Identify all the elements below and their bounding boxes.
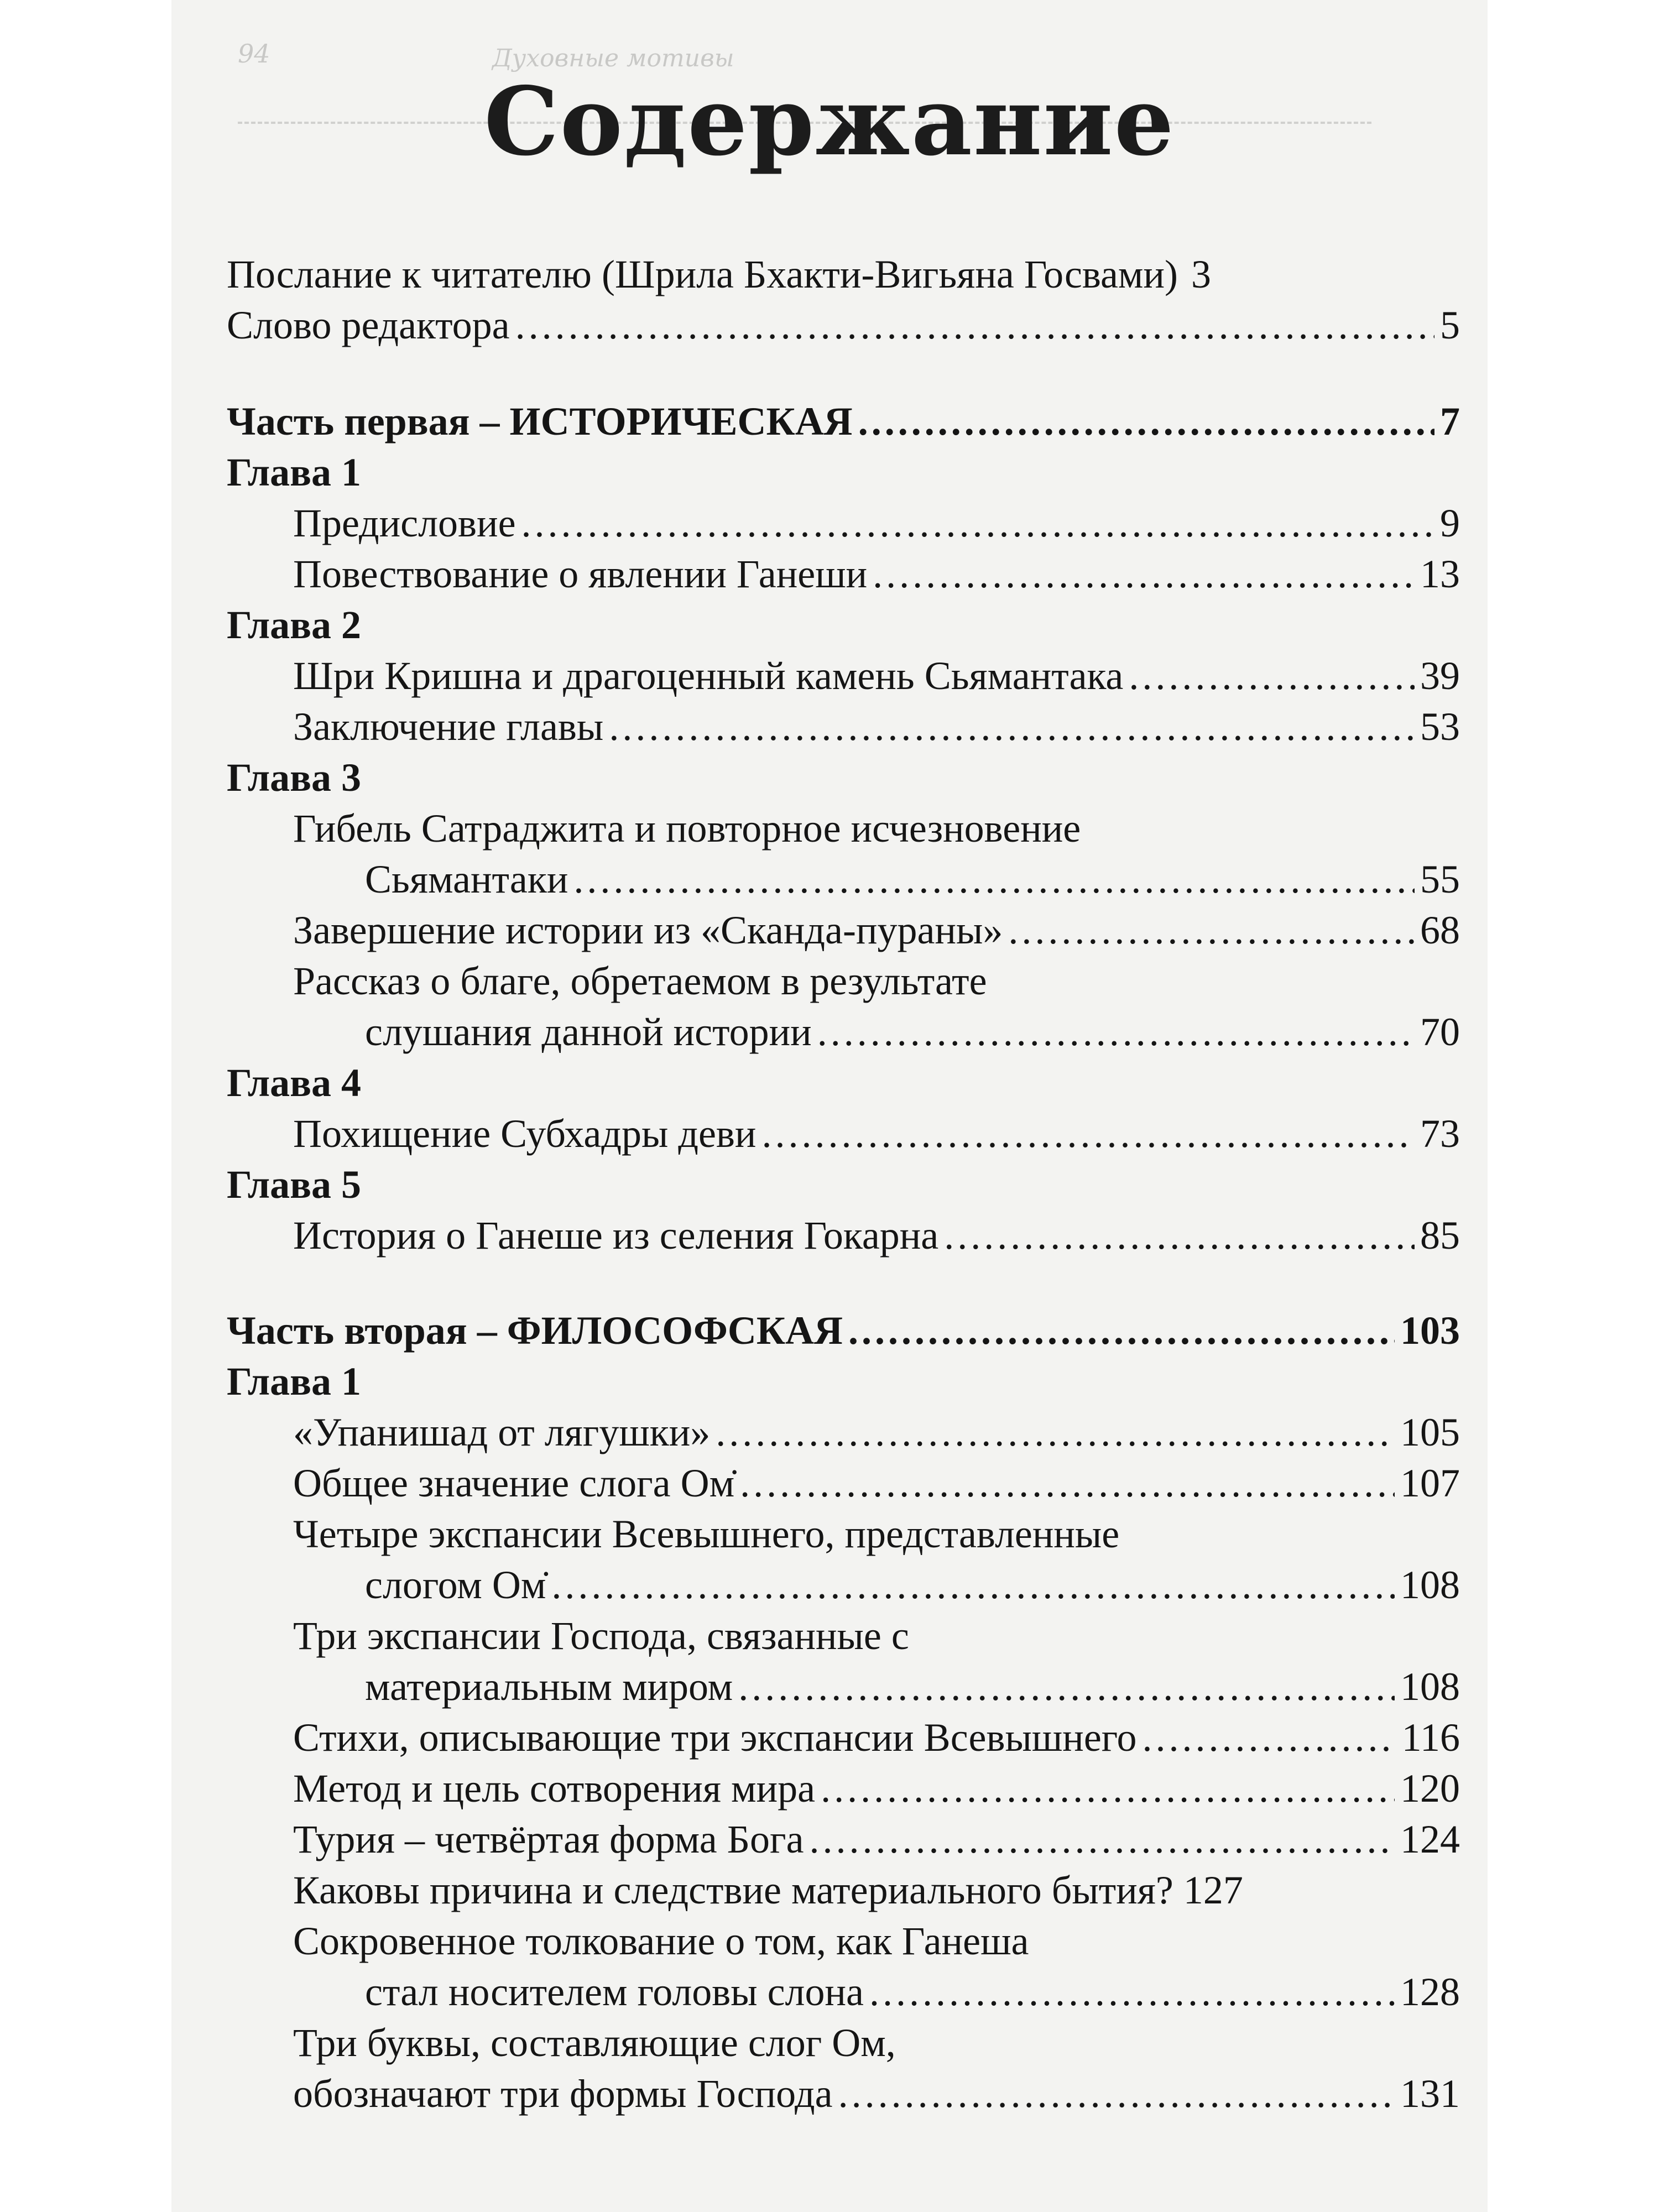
leader-dots: [1129, 650, 1415, 701]
toc-entry-page: 3: [1191, 252, 1211, 296]
page-title: Содержание: [484, 66, 1175, 177]
toc-entry-text: Турия – четвёртая форма Бога: [293, 1817, 804, 1861]
toc-entry-page: 5: [1440, 303, 1460, 347]
leader-dots: [573, 854, 1415, 905]
part-heading: [227, 1305, 1460, 1356]
toc-entry-text: Общее значение слога Ом̇: [293, 1461, 735, 1505]
toc-entry: [293, 701, 1460, 752]
leader-dots: [821, 1763, 1395, 1814]
leader-dots: [810, 1814, 1395, 1865]
toc-entry-text: Метод и цель сотворения мира: [293, 1766, 816, 1811]
leader-dots: [521, 498, 1434, 549]
toc-entry: [293, 1108, 1460, 1159]
leader-dots: [838, 2068, 1395, 2119]
part-heading: [227, 396, 1460, 447]
toc-entry: [293, 549, 1460, 599]
toc-entry-text: Сокровенное толкование о том, как Ганеша: [293, 1919, 1029, 1963]
toc-entry-page: 85: [1420, 1213, 1460, 1258]
toc-entry: [365, 1661, 1460, 1712]
toc-entry-page: 127: [1183, 1868, 1243, 1912]
toc-entry-text: Три экспансии Господа, связанные с: [293, 1614, 909, 1658]
toc-entry-text: Каковы причина и следствие материального бытия?: [293, 1868, 1173, 1912]
running-title: Духовные мотивы: [492, 44, 734, 72]
toc-entry-editor: [227, 300, 1460, 351]
leader-dots: [873, 549, 1415, 599]
leader-dots: [858, 396, 1434, 447]
page-number: 94: [238, 39, 270, 69]
toc-entry-letter: [227, 249, 1460, 300]
toc-entry: [365, 1559, 1460, 1610]
toc-entry-page: 105: [1400, 1410, 1460, 1454]
toc-entry: [293, 905, 1460, 956]
toc-entry-text: Сьямантаки: [365, 857, 568, 901]
toc-entry: [293, 1407, 1460, 1458]
toc-entry-text: Три буквы, составляющие слог Ом,: [293, 2021, 896, 2065]
toc-entry-text: «Упанишад от лягушки»: [293, 1410, 711, 1454]
chapter-label: Глава 1: [227, 450, 361, 494]
toc-entry-text: Четыре экспансии Всевышнего, представленные: [293, 1512, 1120, 1556]
leader-dots: [869, 1966, 1395, 2017]
leader-dots: [848, 1305, 1395, 1356]
toc-entry: [293, 1210, 1460, 1261]
leader-dots: [551, 1559, 1395, 1610]
toc-entry-text: Гибель Сатраджита и повторное исчезновение: [293, 806, 1081, 851]
toc-entry: [293, 498, 1460, 549]
toc-entry: [365, 854, 1460, 905]
toc-entry-page: 68: [1420, 908, 1460, 952]
chapter-label: Глава 2: [227, 603, 361, 647]
leader-dots: [609, 701, 1415, 752]
toc-entry-page: 108: [1400, 1563, 1460, 1607]
toc-entry: [293, 1712, 1460, 1763]
toc-entry: [293, 1865, 1460, 1916]
toc-entry-page: 73: [1420, 1112, 1460, 1156]
chapter-label: Глава 5: [227, 1162, 361, 1207]
leader-dots: [817, 1006, 1415, 1057]
toc-entry-page: 108: [1400, 1665, 1460, 1709]
leader-dots: [740, 1458, 1395, 1509]
part-page: 103: [1400, 1308, 1460, 1353]
toc-entry-page: 53: [1420, 705, 1460, 749]
toc-entry-text: Рассказ о благе, обретаемом в результате: [293, 959, 987, 1003]
toc-entry-text: слогом Ом̇: [365, 1563, 546, 1607]
part-title: Часть вторая – ФИЛОСОФСКАЯ: [227, 1308, 843, 1353]
leader-dots: [1142, 1712, 1396, 1763]
chapter-label: Глава 1: [227, 1359, 361, 1404]
toc-entry-text: История о Ганеше из селения Гокарна: [293, 1213, 939, 1258]
toc-entry-page: 9: [1440, 501, 1460, 545]
toc-entry: [293, 1458, 1460, 1509]
chapter-label: Глава 4: [227, 1061, 361, 1105]
toc-entry: [365, 1966, 1460, 2017]
toc-entry-text: материальным миром: [365, 1665, 733, 1709]
toc-entry-page: 124: [1400, 1817, 1460, 1861]
toc-entry-text: Предисловие: [293, 501, 516, 545]
toc-entry-text: слушания данной истории: [365, 1010, 812, 1054]
part-page: 7: [1440, 399, 1460, 444]
toc-entry-page: 39: [1420, 654, 1460, 698]
toc-entry-page: 70: [1420, 1010, 1460, 1054]
toc-entry-page: 128: [1400, 1970, 1460, 2014]
leader-dots: [716, 1407, 1395, 1458]
part-title: Часть первая – ИСТОРИЧЕСКАЯ: [227, 399, 853, 444]
toc-entry-text: Шри Кришна и драгоценный камень Сьямантака: [293, 654, 1124, 698]
toc-entry: [293, 2068, 1460, 2119]
toc-entry-text: Заключение главы: [293, 705, 604, 749]
toc-entry-page: 107: [1400, 1461, 1460, 1505]
toc-entry-text: стал носителем головы слона: [365, 1970, 864, 2014]
toc-entry: [293, 1763, 1460, 1814]
toc-entry-text: обозначают три формы Господа: [293, 2072, 833, 2116]
toc-entry-page: 131: [1400, 2072, 1460, 2116]
leader-dots: [944, 1210, 1415, 1261]
toc-entry: [293, 650, 1460, 701]
toc-entry-text: Повествование о явлении Ганеши: [293, 552, 868, 596]
toc-entry-page: 13: [1420, 552, 1460, 596]
leader-dots: [1008, 905, 1415, 956]
toc-entry-page: 55: [1420, 857, 1460, 901]
toc-entry: [293, 1814, 1460, 1865]
leader-dots: [515, 300, 1434, 351]
toc-entry-page: 120: [1400, 1766, 1460, 1811]
book-page: [171, 0, 1488, 2212]
toc-entry-text: Послание к читателю (Шрила Бхакти-Вигьяна Госвами): [227, 252, 1178, 296]
leader-dots: [761, 1108, 1415, 1159]
toc-entry-page: 116: [1401, 1715, 1460, 1760]
toc-entry-text: Слово редактора: [227, 303, 510, 347]
toc-entry-text: Стихи, описывающие три экспансии Всевышнего: [293, 1715, 1137, 1760]
chapter-label: Глава 3: [227, 755, 361, 800]
toc-entry: [365, 1006, 1460, 1057]
leader-dots: [738, 1661, 1395, 1712]
toc-entry-text: Завершение истории из «Сканда-пураны»: [293, 908, 1003, 952]
toc-entry-text: Похищение Субхадры деви: [293, 1112, 757, 1156]
